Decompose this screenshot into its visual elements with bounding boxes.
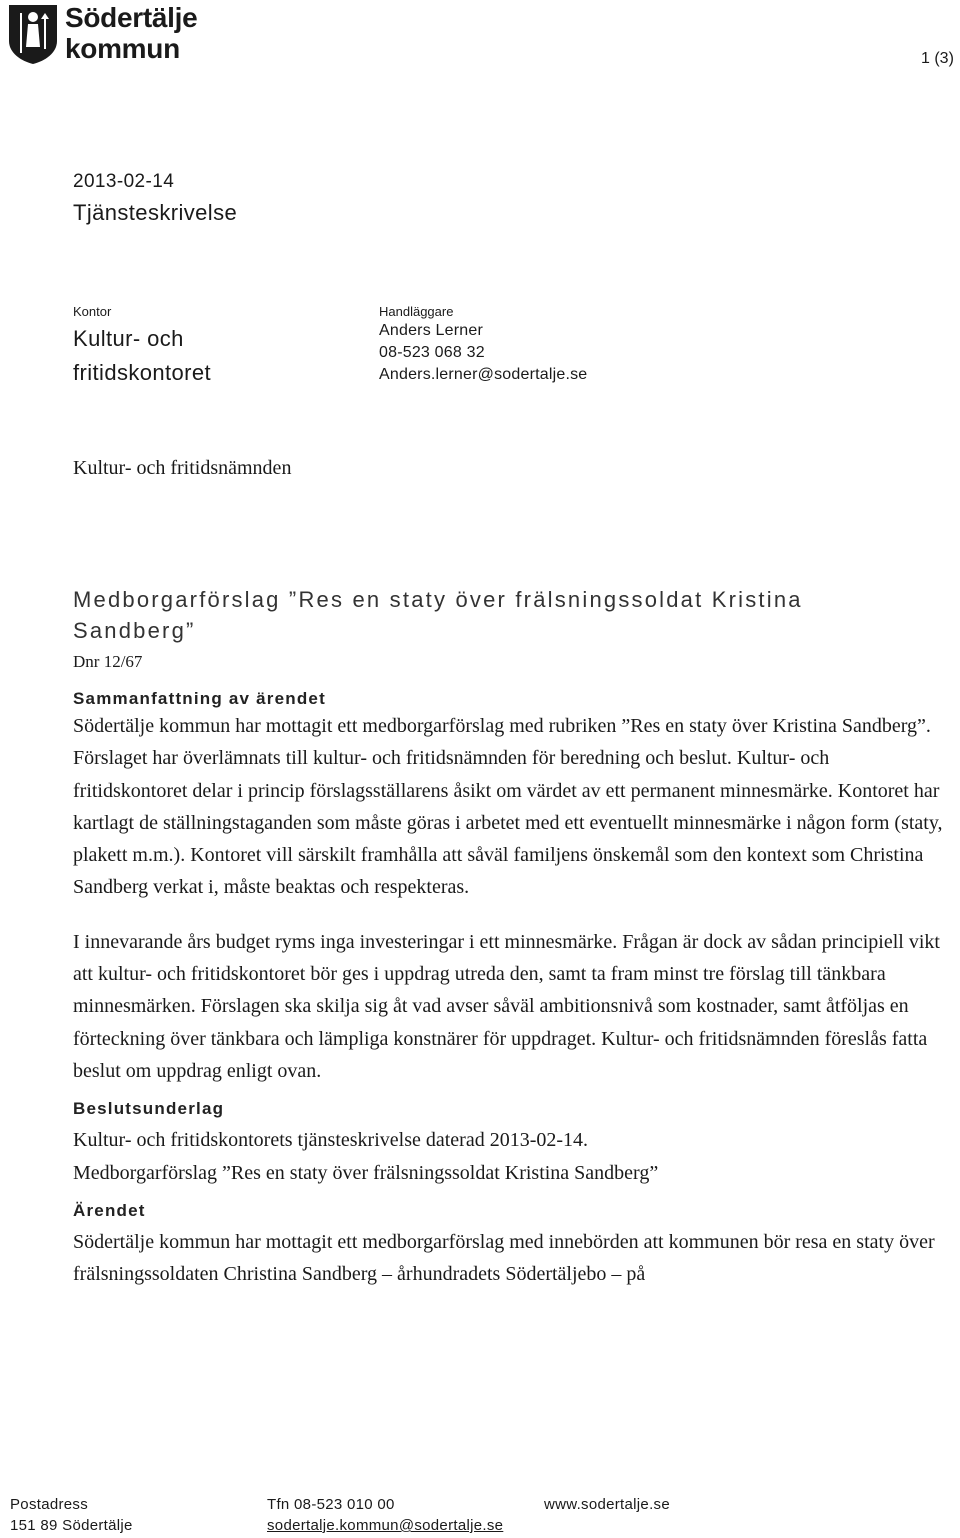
recipient: Kultur- och fritidsnämnden xyxy=(73,457,292,479)
page-number: 1 (3) xyxy=(921,50,954,67)
handler-email: Anders.lerner@sodertalje.se xyxy=(379,366,588,383)
handler-label: Handläggare xyxy=(379,304,454,319)
basis-line-1: Kultur- och fritidskontorets tjänsteskrivelse daterad 2013-02-14. xyxy=(73,1129,589,1152)
footer-postal-address: 151 89 Södertälje xyxy=(10,1517,133,1534)
basis-line-2: Medborgarförslag ”Res en staty över frälsningssoldat Kristina Sandberg” xyxy=(73,1161,659,1184)
logo-wordmark xyxy=(65,2,197,64)
footer-postal xyxy=(10,1494,133,1536)
footer-postal-label: Postadress xyxy=(10,1496,89,1513)
logo-line-2: kommun xyxy=(65,33,180,64)
document-body xyxy=(73,688,943,1290)
matter-paragraph-1: Södertälje kommun har mottagit ett medborgarförslag med innebörden att kommunen bör resa en staty över frälsningssoldaten Christina Sandberg – århundradets Södertäljebo – på xyxy=(73,1230,935,1286)
logo-line-1: Södertälje xyxy=(65,2,198,33)
handler-info xyxy=(379,320,587,386)
footer-contact xyxy=(267,1494,503,1536)
matter-heading: Ärendet xyxy=(73,1200,146,1220)
footer-phone: Tfn 08-523 010 00 xyxy=(267,1496,395,1513)
handler-name: Anders Lerner xyxy=(379,322,483,339)
municipal-crest-icon xyxy=(7,3,59,70)
summary-paragraph-2: I innevarande års budget ryms inga investeringar i ett minnesmärke. Frågan är dock av sådan principiell vikt att kultur- och fritidskontoret bör ges i uppdrag utreda den, samt ta fram minst tre förslag till tänkbara minnesmärken. Förslagen ska skilja sig åt vad avser såväl ambitionsnivå som kostnader, samt åtföljas en förteckning över tänkbara och lämpliga konstnärer för uppdraget. Kultur- och fritidsnämnden föreslås fatta beslut om uppdrag enligt ovan. xyxy=(73,930,940,1082)
summary-paragraph-1: Södertälje kommun har mottagit ett medborgarförslag med rubriken ”Res en staty över Kristina Sandberg”. Förslaget har överlämnats till kultur- och fritidsnämnden för beredning och beslut. Kultur- och fritidskontoret delar i princip förslagsställarens åsikt om värdet av ett permanent minnesmärke. Kontoret har kartlagt de ställningstaganden som måste göras i arbetet med ett eventuellt minnesmärke i någon form (staty, plakett m.m.). Kontoret vill särskilt framhålla att såväl familjens önskemål som den kontext som Christina Sandberg verkat i, måste beaktas och respekteras. xyxy=(73,715,943,899)
footer-email-link[interactable]: sodertalje.kommun@sodertalje.se xyxy=(267,1517,504,1534)
footer-website xyxy=(544,1494,670,1515)
document-title: Medborgarförslag ”Res en staty över frälsningssoldat Kristina Sandberg” xyxy=(73,587,803,643)
document-type: Tjänsteskrivelse xyxy=(73,200,238,225)
handler-phone: 08-523 068 32 xyxy=(379,344,485,361)
case-number: Dnr 12/67 xyxy=(73,652,143,671)
office-label: Kontor xyxy=(73,304,112,319)
footer-website-link[interactable]: www.sodertalje.se xyxy=(544,1496,670,1513)
office-name: Kultur- och fritidskontoret xyxy=(73,326,212,385)
basis-heading: Beslutsunderlag xyxy=(73,1099,225,1119)
summary-heading: Sammanfattning av ärendet xyxy=(73,689,326,708)
document-date: 2013-02-14 xyxy=(73,171,175,192)
